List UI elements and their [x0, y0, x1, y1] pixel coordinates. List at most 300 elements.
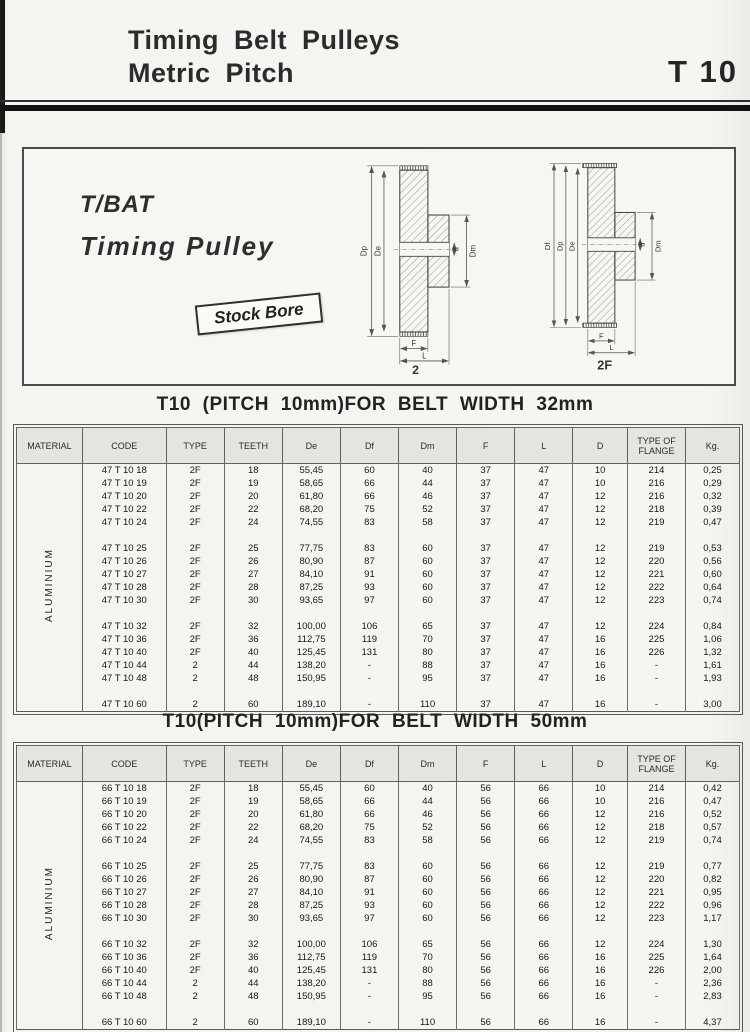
table-cell: 46 [399, 808, 457, 821]
table-cell: 2F [166, 646, 224, 659]
table-cell: 66 [515, 782, 573, 796]
table-cell: 60 [399, 873, 457, 886]
table-cell: 61,80 [282, 808, 340, 821]
table-cell [457, 607, 515, 620]
table-cell [686, 685, 740, 698]
spec-table-50mm [16, 745, 740, 1030]
table-cell: 219 [627, 542, 685, 555]
table-cell: 47 [515, 477, 573, 490]
dim-label-dp: Dp [359, 246, 369, 257]
table-cell: 37 [457, 672, 515, 685]
column-header: TEETH [224, 746, 282, 782]
table-row [17, 886, 740, 899]
table-cell [340, 529, 398, 542]
table-cell: 16 [573, 659, 628, 672]
table-cell: 100,00 [282, 620, 340, 633]
table-cell: 1,64 [686, 951, 740, 964]
table-cell: 93 [340, 581, 398, 594]
table-row [17, 951, 740, 964]
table-row [17, 477, 740, 490]
table-row [17, 860, 740, 873]
table-cell: 40 [224, 646, 282, 659]
pulley-section-diagram-2f [542, 155, 686, 378]
table-cell [82, 925, 166, 938]
page-code: T 10 [667, 54, 738, 89]
table-cell: 2F [166, 795, 224, 808]
table-cell: 88 [399, 659, 457, 672]
table-cell: 150,95 [282, 672, 340, 685]
table-cell [282, 1003, 340, 1016]
column-header: L [515, 746, 573, 782]
table-cell: 66 [340, 490, 398, 503]
table-cell: 60 [399, 555, 457, 568]
material-label: ALUMINIUM [43, 548, 55, 623]
table-cell: 60 [340, 782, 398, 796]
material-cell [17, 464, 83, 712]
table-cell: 87 [340, 873, 398, 886]
table-cell [573, 847, 628, 860]
table-cell [82, 607, 166, 620]
table-cell [82, 685, 166, 698]
table-cell [399, 529, 457, 542]
figure-label: 2F [597, 358, 613, 373]
table-cell: 2 [166, 659, 224, 672]
page-title-line2: Metric Pitch [128, 58, 295, 88]
dim-label-d: d [637, 242, 647, 247]
table-cell: 66 T 10 44 [82, 977, 166, 990]
table-cell [224, 847, 282, 860]
table-cell: 66 [515, 860, 573, 873]
column-header: MATERIAL [17, 428, 83, 464]
table-cell [573, 925, 628, 938]
table-cell: - [627, 698, 685, 712]
table-cell [457, 685, 515, 698]
table-cell: 93 [340, 899, 398, 912]
header-row [17, 428, 740, 464]
table-cell: 2F [166, 490, 224, 503]
table-cell [399, 925, 457, 938]
table-cell: 2F [166, 620, 224, 633]
table-cell: 219 [627, 834, 685, 847]
dim-label-de: De [567, 241, 577, 252]
table-cell: 56 [457, 886, 515, 899]
table-cell: 12 [573, 938, 628, 951]
table-cell: 56 [457, 821, 515, 834]
table-cell: 37 [457, 503, 515, 516]
table-cell: 1,61 [686, 659, 740, 672]
table-cell: 2F [166, 516, 224, 529]
column-header: Kg. [686, 428, 740, 464]
table-cell: 47 [515, 659, 573, 672]
table-cell: 75 [340, 821, 398, 834]
table-cell: 2,00 [686, 964, 740, 977]
table-cell: 0,60 [686, 568, 740, 581]
column-header: TYPE OF FLANGE [627, 746, 685, 782]
table-cell [340, 607, 398, 620]
diagram-box [22, 147, 736, 386]
table-cell: 80 [399, 646, 457, 659]
table-cell: 22 [224, 503, 282, 516]
table-cell: 91 [340, 568, 398, 581]
dim-label-d: d [451, 247, 461, 252]
table-cell: 74,55 [282, 516, 340, 529]
table-cell: 66 [515, 977, 573, 990]
table-cell: 66 [515, 873, 573, 886]
table-cell: 66 [515, 899, 573, 912]
table-cell: 83 [340, 834, 398, 847]
table-cell: 0,74 [686, 834, 740, 847]
table-cell [166, 529, 224, 542]
table-cell: 37 [457, 477, 515, 490]
table-row [17, 990, 740, 1003]
table-cell: 87 [340, 555, 398, 568]
header-rule-thick [0, 105, 750, 111]
table-cell: 37 [457, 698, 515, 712]
table-cell: 2F [166, 633, 224, 646]
table-cell: 66 T 10 25 [82, 860, 166, 873]
table-cell: 37 [457, 581, 515, 594]
table-row [17, 912, 740, 925]
dim-label-dp: Dp [555, 241, 565, 252]
table-cell: 125,45 [282, 964, 340, 977]
table-cell: 95 [399, 672, 457, 685]
column-header: TYPE [166, 746, 224, 782]
table-cell: - [340, 672, 398, 685]
column-header: CODE [82, 428, 166, 464]
table-cell: 106 [340, 620, 398, 633]
table-cell [282, 847, 340, 860]
column-header: Dm [399, 428, 457, 464]
table-cell: 40 [399, 782, 457, 796]
table-cell: 223 [627, 594, 685, 607]
table-cell: - [340, 1016, 398, 1030]
table-cell: 56 [457, 951, 515, 964]
table-cell: - [340, 990, 398, 1003]
table-cell: 47 T 10 36 [82, 633, 166, 646]
table-cell [627, 1003, 685, 1016]
table-cell: 0,57 [686, 821, 740, 834]
table-cell [457, 1003, 515, 1016]
column-header: Df [340, 746, 398, 782]
table-cell: 2F [166, 834, 224, 847]
table-row [17, 925, 740, 938]
column-header: Df [340, 428, 398, 464]
table-cell: 16 [573, 672, 628, 685]
table-cell: 47 [515, 581, 573, 594]
table-cell: 66 T 10 60 [82, 1016, 166, 1030]
table-cell: 2F [166, 503, 224, 516]
table-cell: 220 [627, 873, 685, 886]
table-cell: 2F [166, 938, 224, 951]
table-cell: 221 [627, 886, 685, 899]
table-cell: 56 [457, 834, 515, 847]
table-cell: 12 [573, 899, 628, 912]
table-cell: 56 [457, 938, 515, 951]
stock-bore-stamp: Stock Bore [195, 293, 323, 336]
table-cell: 225 [627, 633, 685, 646]
table-cell: 214 [627, 782, 685, 796]
table-cell [166, 1003, 224, 1016]
column-header: TEETH [224, 428, 282, 464]
table-cell: 37 [457, 646, 515, 659]
table-cell: 0,82 [686, 873, 740, 886]
table-cell: 0,95 [686, 886, 740, 899]
column-header: F [457, 428, 515, 464]
table-cell: 47 T 10 27 [82, 568, 166, 581]
table-cell: 47 [515, 672, 573, 685]
table-cell: 60 [399, 899, 457, 912]
table-cell [515, 685, 573, 698]
table-row [17, 821, 740, 834]
table-cell [340, 925, 398, 938]
table-cell: 223 [627, 912, 685, 925]
table-cell: - [627, 977, 685, 990]
table-cell: 28 [224, 581, 282, 594]
table-cell: 83 [340, 860, 398, 873]
table-cell: 226 [627, 964, 685, 977]
table-cell [457, 847, 515, 860]
table-cell: 37 [457, 555, 515, 568]
table-row [17, 834, 740, 847]
table-cell: - [627, 1016, 685, 1030]
table-cell: 46 [399, 490, 457, 503]
table-row [17, 698, 740, 712]
table-cell: 222 [627, 581, 685, 594]
table-cell: 0,47 [686, 516, 740, 529]
table-cell: 2 [166, 977, 224, 990]
table-cell: 66 T 10 36 [82, 951, 166, 964]
table-cell: 16 [573, 990, 628, 1003]
table-cell: 32 [224, 938, 282, 951]
header-row [17, 746, 740, 782]
table-cell: 189,10 [282, 698, 340, 712]
table-row [17, 1016, 740, 1030]
table-cell: 0,29 [686, 477, 740, 490]
table-cell: 119 [340, 951, 398, 964]
table-cell: 1,30 [686, 938, 740, 951]
table-cell: 2F [166, 782, 224, 796]
table-cell: 18 [224, 464, 282, 478]
table-cell: 4,37 [686, 1016, 740, 1030]
table-cell: 12 [573, 503, 628, 516]
table-cell: 30 [224, 912, 282, 925]
table-cell: 0,52 [686, 808, 740, 821]
table-cell: 47 [515, 490, 573, 503]
table-cell: 2F [166, 873, 224, 886]
table-cell: 26 [224, 555, 282, 568]
table-cell: 77,75 [282, 542, 340, 555]
column-header: TYPE [166, 428, 224, 464]
table-cell: 2F [166, 555, 224, 568]
table-cell: 2F [166, 912, 224, 925]
table-cell: 60 [399, 568, 457, 581]
table-cell: 16 [573, 951, 628, 964]
table-cell: 12 [573, 581, 628, 594]
table-cell: 16 [573, 977, 628, 990]
table-cell: - [340, 659, 398, 672]
table-cell: 56 [457, 964, 515, 977]
table-cell: 19 [224, 795, 282, 808]
table-cell: 47 [515, 516, 573, 529]
table-cell: 52 [399, 503, 457, 516]
table-cell [224, 529, 282, 542]
table-cell: 47 T 10 22 [82, 503, 166, 516]
table-cell: 70 [399, 951, 457, 964]
table-cell [340, 1003, 398, 1016]
table-cell: 18 [224, 782, 282, 796]
table-cell: 47 [515, 646, 573, 659]
table-row [17, 873, 740, 886]
table-cell: 66 [340, 808, 398, 821]
table-cell: 48 [224, 672, 282, 685]
table-cell: 56 [457, 795, 515, 808]
table-cell: 12 [573, 568, 628, 581]
table-cell: 66 T 10 26 [82, 873, 166, 886]
table-cell: 66 [515, 821, 573, 834]
table-cell: 68,20 [282, 821, 340, 834]
table-cell: 216 [627, 808, 685, 821]
table-cell: 2,83 [686, 990, 740, 1003]
table-cell: 12 [573, 912, 628, 925]
table-cell: 10 [573, 795, 628, 808]
table-cell: 12 [573, 860, 628, 873]
table-cell: 60 [399, 594, 457, 607]
table-cell: 110 [399, 1016, 457, 1030]
table-cell: 66 [515, 834, 573, 847]
table-row [17, 782, 740, 796]
table-cell: 125,45 [282, 646, 340, 659]
table-cell: 25 [224, 860, 282, 873]
dim-label-dm: Dm [653, 240, 663, 253]
table-cell: 25 [224, 542, 282, 555]
table-cell: 2 [166, 1016, 224, 1030]
table-cell: 93,65 [282, 912, 340, 925]
table-row [17, 555, 740, 568]
table-cell: 47 T 10 24 [82, 516, 166, 529]
table-cell: 24 [224, 834, 282, 847]
table-cell: - [627, 990, 685, 1003]
table-row [17, 607, 740, 620]
table-row [17, 516, 740, 529]
spec-table-32mm [16, 427, 740, 712]
table-cell: - [340, 977, 398, 990]
material-cell [17, 782, 83, 1030]
table-cell: 2 [166, 672, 224, 685]
table-row [17, 646, 740, 659]
table-row [17, 685, 740, 698]
table-cell: 75 [340, 503, 398, 516]
table-cell: 219 [627, 516, 685, 529]
table-cell: 37 [457, 659, 515, 672]
table-cell: 216 [627, 477, 685, 490]
table-cell: 47 [515, 542, 573, 555]
table-cell: 16 [573, 698, 628, 712]
column-header: D [573, 428, 628, 464]
table-row [17, 977, 740, 990]
table-cell: 66 T 10 20 [82, 808, 166, 821]
table-cell [166, 847, 224, 860]
dim-label-de: De [373, 246, 383, 257]
table-cell: 20 [224, 490, 282, 503]
table-cell: 66 T 10 40 [82, 964, 166, 977]
table-cell: 221 [627, 568, 685, 581]
header-rule-thin [0, 100, 750, 102]
table-cell: 16 [573, 964, 628, 977]
table-cell: 12 [573, 873, 628, 886]
table-cell: 12 [573, 808, 628, 821]
table-cell: 66 T 10 22 [82, 821, 166, 834]
table-cell: 40 [399, 464, 457, 478]
table-cell: 0,42 [686, 782, 740, 796]
table-cell: 2F [166, 581, 224, 594]
table-cell: 12 [573, 516, 628, 529]
table-cell: 97 [340, 594, 398, 607]
table-cell: 100,00 [282, 938, 340, 951]
table-cell: 0,39 [686, 503, 740, 516]
table-cell: 12 [573, 620, 628, 633]
table-row [17, 529, 740, 542]
table-cell [340, 685, 398, 698]
table-cell: 47 [515, 503, 573, 516]
table-cell: 106 [340, 938, 398, 951]
table-cell: 37 [457, 568, 515, 581]
table-cell: 225 [627, 951, 685, 964]
pulley-section-diagram-2 [354, 157, 486, 380]
table-cell: 19 [224, 477, 282, 490]
table-cell: 131 [340, 964, 398, 977]
table-cell [82, 847, 166, 860]
table-cell: 2F [166, 542, 224, 555]
dim-label-dm: Dm [468, 244, 478, 258]
table-cell [399, 607, 457, 620]
table-cell: 36 [224, 951, 282, 964]
page-title [128, 24, 400, 90]
table-cell: 0,32 [686, 490, 740, 503]
table-cell: 47 [515, 555, 573, 568]
table-cell: 47 [515, 568, 573, 581]
table-cell: 0,47 [686, 795, 740, 808]
table-cell: 66 [515, 951, 573, 964]
table-row [17, 464, 740, 478]
table-cell: 24 [224, 516, 282, 529]
dim-label-l: L [422, 351, 427, 361]
table-cell [686, 1003, 740, 1016]
table-cell: 2F [166, 964, 224, 977]
table-cell: 60 [399, 542, 457, 555]
table-cell [399, 1003, 457, 1016]
column-header: De [282, 746, 340, 782]
dim-label-l: L [609, 343, 614, 353]
table-cell: 0,25 [686, 464, 740, 478]
table-cell: 60 [399, 860, 457, 873]
table-cell: 216 [627, 490, 685, 503]
table-cell [399, 685, 457, 698]
table-cell: 56 [457, 782, 515, 796]
table-cell: 224 [627, 938, 685, 951]
table-cell [515, 607, 573, 620]
table-cell: 80,90 [282, 873, 340, 886]
table-cell: 84,10 [282, 568, 340, 581]
table-cell: 66 T 10 24 [82, 834, 166, 847]
table-cell: 66 T 10 19 [82, 795, 166, 808]
table-cell: 66 T 10 30 [82, 912, 166, 925]
table-cell [282, 925, 340, 938]
table-cell: 37 [457, 490, 515, 503]
table-cell [166, 925, 224, 938]
table-cell [515, 925, 573, 938]
table-cell: 66 [515, 912, 573, 925]
page-title-line1: Timing Belt Pulleys [128, 25, 401, 55]
